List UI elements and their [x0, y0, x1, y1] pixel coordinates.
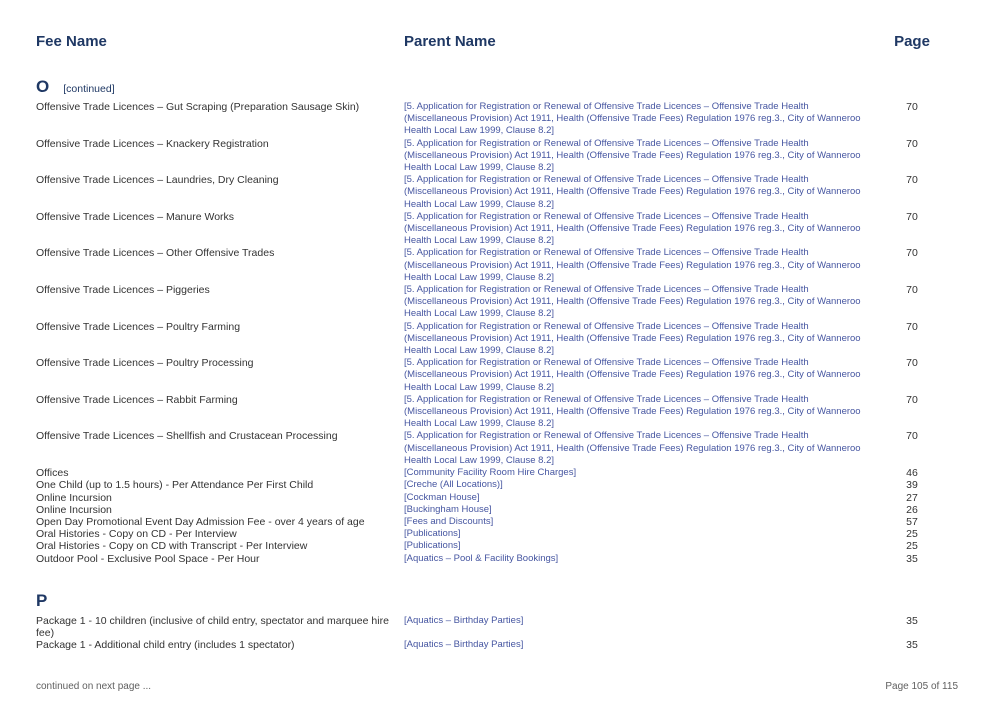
page-number: 70: [906, 430, 918, 443]
section-continued-label: [continued]: [63, 83, 115, 95]
table-row: [36, 357, 958, 394]
fee-name: Offensive Trade Licences – Poultry Processing: [36, 357, 254, 370]
fee-name: Package 1 - 10 children (inclusive of child entry, spectator and marquee hire fee): [36, 614, 389, 639]
parent-name-link[interactable]: [Publications]: [404, 540, 461, 552]
page-number: 70: [906, 357, 918, 370]
parent-name-link[interactable]: [Aquatics – Birthday Parties]: [404, 639, 524, 651]
column-header-fee-name: Fee Name: [36, 33, 107, 50]
fee-name: Offensive Trade Licences – Other Offensive Trades: [36, 247, 275, 260]
index-section: [36, 78, 958, 565]
fee-name: Offensive Trade Licences – Laundries, Dry Cleaning: [36, 174, 279, 187]
table-row: [36, 430, 958, 467]
parent-name-link[interactable]: [5. Application for Registration or Renewal of Offensive Trade Licences – Offensive Trade Health (Miscellaneous Provision) Act 1911, Health (Offensive Trade Fees) Regulation 1976 reg.3., City of Wanneroo Health Local Law 1999, Clause 8.2]: [404, 247, 861, 283]
column-header-parent-name: Parent Name: [404, 33, 496, 50]
parent-name-link[interactable]: [5. Application for Registration or Renewal of Offensive Trade Licences – Offensive Trade Health (Miscellaneous Provision) Act 1911, Health (Offensive Trade Fees) Regulation 1976 reg.3., City of Wanneroo Health Local Law 1999, Clause 8.2]: [404, 210, 861, 247]
page-number: 27: [906, 491, 918, 504]
table-row: [36, 321, 958, 358]
table-row: [36, 394, 958, 431]
section-rows: [36, 101, 958, 565]
fee-name: Offensive Trade Licences – Piggeries: [36, 284, 210, 297]
table-row: [36, 247, 958, 284]
parent-name-link[interactable]: [5. Application for Registration or Renewal of Offensive Trade Licences – Offensive Trade Health (Miscellaneous Provision) Act 1911, Health (Offensive Trade Fees) Regulation 1976 reg.3., City of Wanneroo Health Local Law 1999, Clause 8.2]: [404, 174, 861, 210]
parent-name-link[interactable]: [5. Application for Registration or Renewal of Offensive Trade Licences – Offensive Trade Health (Miscellaneous Provision) Act 1911, Health (Offensive Trade Fees) Regulation 1976 reg.3., City of Wanneroo Health Local Law 1999, Clause 8.2]: [404, 357, 861, 393]
parent-name-link[interactable]: [5. Application for Registration or Renewal of Offensive Trade Licences – Offensive Trade Health (Miscellaneous Provision) Act 1911, Health (Offensive Trade Fees) Regulation 1976 reg.3., City of Wanneroo Health Local Law 1999, Clause 8.2]: [404, 137, 861, 174]
parent-name-link[interactable]: [Aquatics – Birthday Parties]: [404, 614, 524, 626]
column-header-page: Page: [894, 33, 930, 50]
parent-name-link[interactable]: [5. Application for Registration or Renewal of Offensive Trade Licences – Offensive Trade Health (Miscellaneous Provision) Act 1911, Health (Offensive Trade Fees) Regulation 1976 reg.3., City of Wanneroo Health Local Law 1999, Clause 8.2]: [404, 320, 861, 357]
table-row: [36, 479, 958, 491]
page-number: 35: [906, 639, 918, 652]
table-row: [36, 540, 958, 552]
table-row: [36, 467, 958, 479]
fee-name: Offices: [36, 467, 69, 480]
table-row: [36, 284, 958, 321]
section-header: [36, 78, 958, 96]
page-number: 57: [906, 515, 918, 528]
parent-name-link[interactable]: [5. Application for Registration or Renewal of Offensive Trade Licences – Offensive Trade Health (Miscellaneous Provision) Act 1911, Health (Offensive Trade Fees) Regulation 1976 reg.3., City of Wanneroo Health Local Law 1999, Clause 8.2]: [404, 284, 861, 320]
table-row: [36, 174, 958, 211]
fee-name: Package 1 - Additional child entry (includes 1 spectator): [36, 639, 295, 652]
page-number: 25: [906, 528, 918, 541]
table-column-headers: [36, 33, 958, 51]
fee-name: Offensive Trade Licences – Shellfish and Crustacean Processing: [36, 430, 338, 443]
table-row: [36, 516, 958, 528]
fee-name: Offensive Trade Licences – Rabbit Farming: [36, 393, 238, 406]
index-section: [36, 592, 958, 652]
fee-name: Offensive Trade Licences – Knackery Registration: [36, 137, 269, 150]
page-footer: [36, 681, 958, 693]
page-number: 70: [906, 284, 918, 297]
fee-index-table: [36, 78, 958, 651]
continued-note: continued on next page ...: [36, 681, 152, 692]
section-header: [36, 592, 958, 610]
parent-name-link[interactable]: [Cockman House]: [404, 491, 480, 503]
fee-name: Oral Histories - Copy on CD with Transcript - Per Interview: [36, 540, 308, 553]
page-number: 70: [906, 393, 918, 406]
page-counter: Page 105 of 115: [885, 681, 958, 692]
section-letter: O: [36, 77, 50, 96]
page-number: 39: [906, 479, 918, 492]
table-row: [36, 528, 958, 540]
table-row: [36, 211, 958, 248]
page-number: 70: [906, 210, 918, 223]
parent-name-link[interactable]: [Community Facility Room Hire Charges]: [404, 467, 577, 479]
parent-name-link[interactable]: [Fees and Discounts]: [404, 515, 494, 527]
fee-name: Online Incursion: [36, 491, 112, 504]
parent-name-link[interactable]: [Aquatics – Pool & Facility Bookings]: [404, 552, 559, 564]
page-number: 25: [906, 540, 918, 553]
fee-name: One Child (up to 1.5 hours) - Per Attendance Per First Child: [36, 479, 314, 492]
parent-name-link[interactable]: [Publications]: [404, 528, 461, 540]
page-number: 26: [906, 503, 918, 516]
table-row: [36, 615, 958, 639]
table-row: [36, 639, 958, 651]
parent-name-link[interactable]: [Buckingham House]: [404, 503, 492, 515]
fee-name: Offensive Trade Licences – Poultry Farming: [36, 320, 241, 333]
table-row: [36, 101, 958, 138]
page-number: 70: [906, 174, 918, 187]
page-number: 70: [906, 320, 918, 333]
parent-name-link[interactable]: [5. Application for Registration or Renewal of Offensive Trade Licences – Offensive Trade Health (Miscellaneous Provision) Act 1911, Health (Offensive Trade Fees) Regulation 1976 reg.3., City of Wanneroo Health Local Law 1999, Clause 8.2]: [404, 430, 861, 466]
section-rows: [36, 615, 958, 652]
parent-name-link[interactable]: [Creche (All Locations)]: [404, 479, 503, 491]
page-number: 35: [906, 614, 918, 627]
page-number: 70: [906, 137, 918, 150]
fee-name: Offensive Trade Licences – Manure Works: [36, 210, 235, 223]
fee-name: Online Incursion: [36, 503, 112, 516]
section-letter: P: [36, 590, 48, 610]
table-row: [36, 553, 958, 565]
fee-name: Outdoor Pool - Exclusive Pool Space - Per Hour: [36, 552, 260, 565]
fee-name: Oral Histories - Copy on CD - Per Interview: [36, 528, 237, 541]
fee-name: Offensive Trade Licences – Gut Scraping (Preparation Sausage Skin): [36, 101, 360, 113]
fee-name: Open Day Promotional Event Day Admission Fee - over 4 years of age: [36, 515, 365, 528]
page-number: 70: [906, 101, 918, 113]
parent-name-link[interactable]: [5. Application for Registration or Renewal of Offensive Trade Licences – Offensive Trade Health (Miscellaneous Provision) Act 1911, Health (Offensive Trade Fees) Regulation 1976 reg.3., City of Wanneroo Health Local Law 1999, Clause 8.2]: [404, 393, 861, 430]
page-number: 70: [906, 247, 918, 260]
table-row: [36, 138, 958, 175]
page-number: 35: [906, 552, 918, 565]
parent-name-link[interactable]: [5. Application for Registration or Renewal of Offensive Trade Licences – Offensive Trade Health (Miscellaneous Provision) Act 1911, Health (Offensive Trade Fees) Regulation 1976 reg.3., City of Wanneroo Health Local Law 1999, Clause 8.2]: [404, 101, 861, 137]
table-row: [36, 504, 958, 516]
table-row: [36, 492, 958, 504]
page-number: 46: [906, 467, 918, 480]
